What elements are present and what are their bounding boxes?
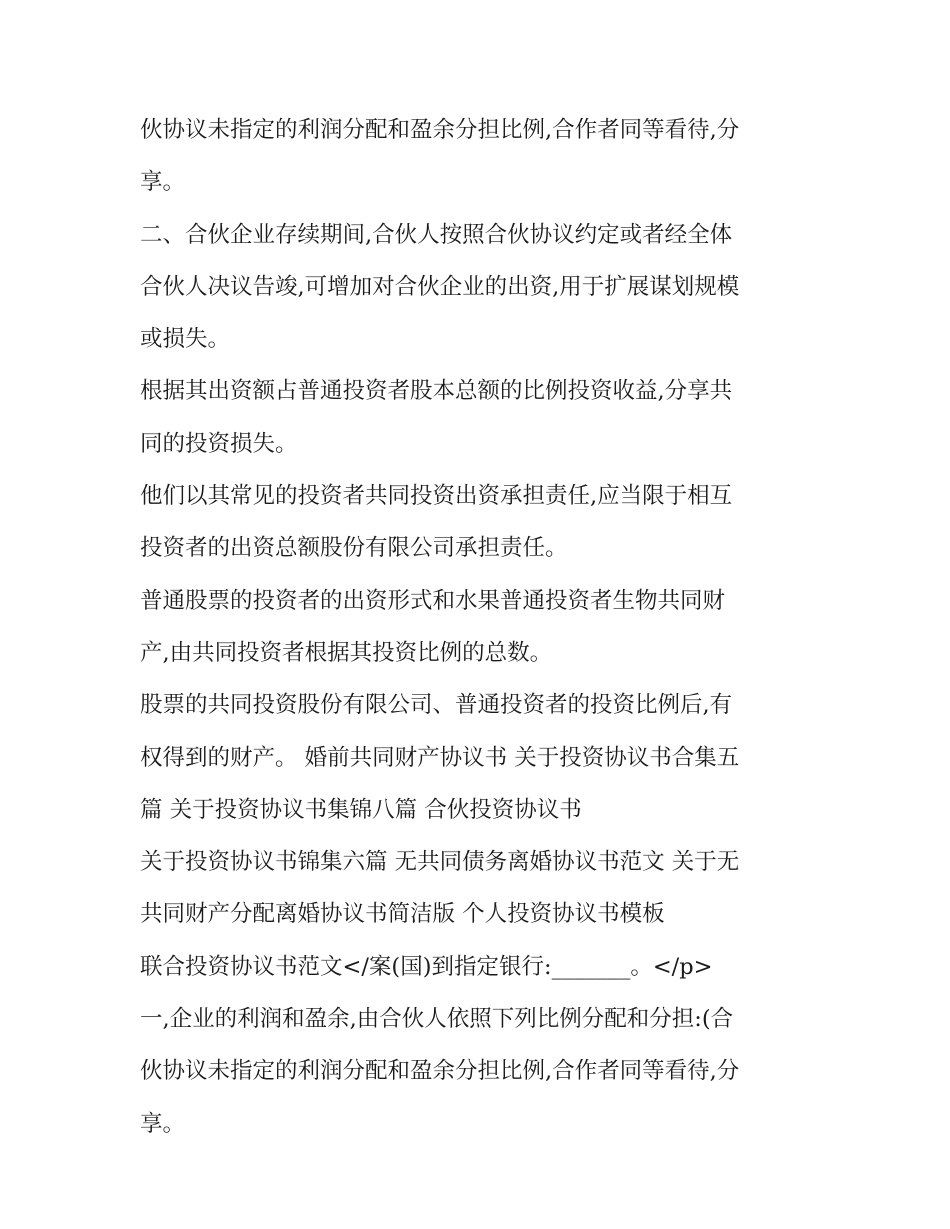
text-line: 股票的共同投资股份有限公司、普通投资者的投资比例后,有 (140, 692, 733, 719)
text-line: 根据其出资额占普通投资者股本总额的比例投资收益,分享共 (140, 378, 733, 405)
text-line: 普通股票的投资者的出资形式和水果普通投资者生物共同财 (140, 587, 726, 614)
text-line: 合伙人决议告竣,可增加对合伙企业的出资,用于扩展谋划规模 (140, 273, 740, 300)
text-line: 享。 (140, 169, 186, 196)
text-line: 二、合伙企业存续期间,合伙人按照合伙协议约定或者经全体 (140, 221, 733, 248)
text-line: 产,由共同投资者根据其投资比例的总数。 (140, 639, 553, 666)
text-line: 伙协议未指定的利润分配和盈余分担比例,合作者同等看待,分 (140, 1058, 740, 1085)
text-line: 他们以其常见的投资者共同投资出资承担责任,应当限于相互 (140, 483, 733, 510)
text-line: 或损失。 (140, 326, 231, 353)
text-line: 一,企业的利润和盈余,由合伙人依照下列比例分配和分担:(合 (140, 1006, 734, 1033)
text-line: 权得到的财产。 婚前共同财产协议书 关于投资协议书合集五 (140, 744, 740, 771)
text-line: 同的投资损失。 (140, 430, 298, 457)
document-body (140, 104, 820, 1150)
text-line: 伙协议未指定的利润分配和盈余分担比例,合作者同等看待,分 (140, 117, 740, 143)
text-line: 共同财产分配离婚协议书简洁版 个人投资协议书模板 (140, 901, 665, 928)
text-line: 联合投资协议书范文</案(国)到指定银行:_______。</p> (140, 953, 713, 980)
text-line: 篇 关于投资协议书集锦八篇 合伙投资协议书 (140, 796, 582, 823)
text-line: 关于投资协议书锦集六篇 无共同债务离婚协议书范文 关于无 (140, 849, 740, 876)
text-line: 享。 (140, 1110, 186, 1137)
text-line: 投资者的出资总额股份有限公司承担责任。 (140, 535, 568, 562)
